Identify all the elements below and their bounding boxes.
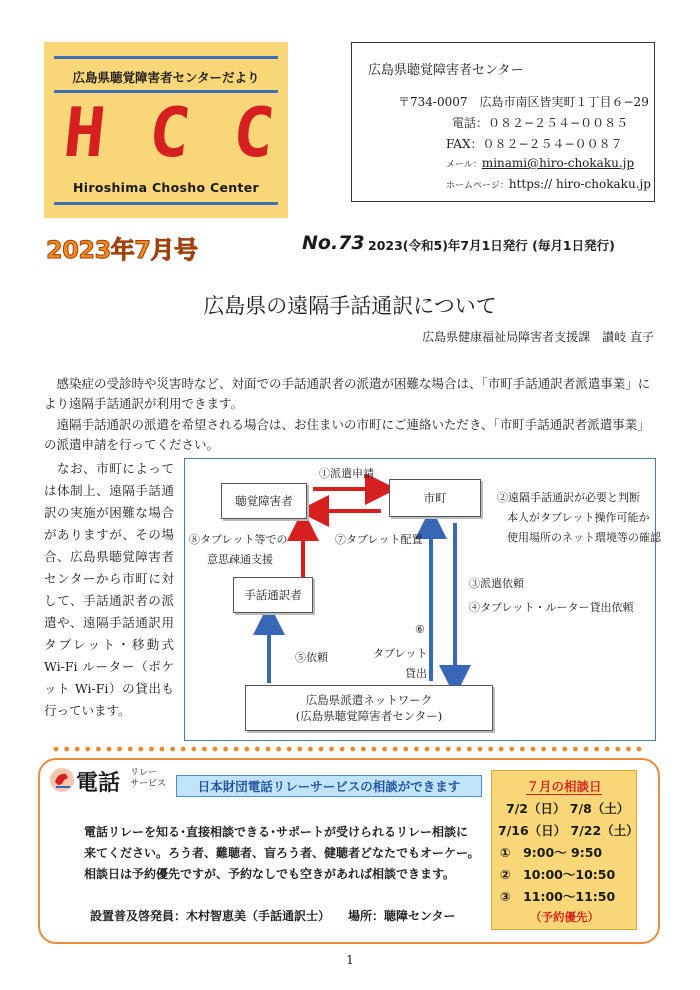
separator-dot — [244, 747, 249, 752]
flow-diagram — [184, 458, 661, 741]
separator-dot — [403, 747, 408, 752]
relay-logo-sub-1: リレー — [130, 768, 158, 778]
separator-dot — [170, 747, 175, 752]
separator-dot — [605, 747, 610, 752]
separator-dot — [478, 747, 483, 752]
separator-dot — [626, 747, 631, 752]
phone-hand-icon — [48, 766, 76, 794]
separator-dot — [361, 747, 366, 752]
separator-dot — [308, 747, 313, 752]
label-step2c: 使用場所のネット環境等の確認 — [507, 531, 661, 544]
separator-dot — [350, 747, 355, 752]
separator-dot — [594, 747, 599, 752]
separator-dot — [128, 747, 133, 752]
separator-dot — [117, 747, 122, 752]
relay-logo-sub-2: サービス — [130, 779, 167, 789]
separator-dot — [637, 747, 642, 752]
separator-dot — [234, 747, 239, 752]
separator-dot — [393, 747, 398, 752]
separator-dot — [75, 747, 80, 752]
separator-dot — [552, 747, 557, 752]
dotted-separator — [52, 744, 648, 754]
contact-box — [351, 42, 655, 202]
issue-date: 2023年7月号 — [46, 236, 198, 264]
consult-dates-1: 7/2（日） 7/8（土） — [506, 801, 630, 816]
article-paragraph-2: 遠隔手話通訳の派遣を希望される場合は、お住まいの市町にご連絡いただき、「市町手話通訳者派遣事業」の派遣申請を行ってください。 — [44, 417, 650, 452]
separator-dot — [382, 747, 387, 752]
masthead-tagline: Hiroshima Chosho Center — [73, 180, 259, 195]
newsletter-subtitle: 広島県聴覚障害者センターだより — [72, 70, 260, 85]
separator-dot — [372, 747, 377, 752]
article-paragraph-1: 感染症の受診時や災害時など、対面での手話通訳者の派遣が困難な場合は、「市町手話通訳者派遣事業」により遠隔手話通訳が利用できます。 — [44, 376, 651, 411]
label-step1: ①派遣申請 — [319, 467, 374, 480]
label-step6-tablet: タブレット — [373, 647, 428, 660]
consult-heading-text: ７月の相談日 — [526, 779, 602, 794]
issue-info: 2023(令和5)年7月1日発行 (毎月1日発行) — [368, 238, 615, 253]
separator-dot — [287, 747, 292, 752]
page-number: 1 — [346, 953, 354, 967]
label-step8b: 意思疎通支援 — [207, 553, 273, 566]
separator-dot — [467, 747, 472, 752]
separator-dot — [584, 747, 589, 752]
relay-logo-sub — [130, 768, 166, 790]
label-step6-num: ⑥ — [415, 623, 425, 636]
masthead-mid-rule — [54, 90, 278, 93]
separator-dot — [213, 747, 218, 752]
separator-dot — [435, 747, 440, 752]
network-name: 広島県派遣ネットワーク — [305, 693, 433, 707]
relay-staff: 設置普及啓発員：木村智恵美（手話通訳士） 場所：聴障センター — [90, 909, 456, 923]
relay-logo-main: 電話 — [76, 771, 121, 796]
label-step5: ⑤依頼 — [295, 651, 328, 664]
contact-tel: 電話：０８２−２５４−００８５ — [452, 116, 629, 130]
separator-dot — [509, 747, 514, 752]
hcc-logo — [59, 94, 279, 173]
label-step8a: ⑧タブレット等での — [189, 533, 288, 546]
logo-letter-c2: C — [228, 94, 279, 173]
separator-dot — [149, 747, 154, 752]
contact-mail-link[interactable]: minami@hiro-chokaku.jp — [481, 156, 635, 170]
masthead-top-rule — [54, 56, 278, 59]
separator-dot — [562, 747, 567, 752]
separator-dot — [266, 747, 271, 752]
separator-dot — [202, 747, 207, 752]
separator-dot — [255, 747, 260, 752]
separator-dot — [191, 747, 196, 752]
contact-mail-row — [446, 156, 634, 170]
separator-dot — [85, 747, 90, 752]
masthead-bottom-rule — [54, 202, 278, 205]
web-label: ホームページ： — [446, 181, 509, 191]
separator-dot — [54, 747, 59, 752]
node-deaf-person: 聴覚障害者 — [221, 483, 307, 519]
consult-slot-1: ① 9:00〜 9:50 — [500, 845, 603, 860]
contact-org: 広島県聴覚障害者センター — [368, 63, 524, 78]
node-network — [245, 685, 493, 731]
relay-banner: 日本財団電話リレーサービスの相談ができます — [176, 775, 482, 797]
separator-dot — [541, 747, 546, 752]
label-step2b: 本人がタブレット操作可能か — [507, 511, 650, 524]
relay-description — [84, 822, 484, 885]
article-title: 広島県の遠隔手話通訳について — [203, 294, 497, 318]
separator-dot — [446, 747, 451, 752]
logo-letter-h: H — [59, 94, 110, 173]
separator-dot — [456, 747, 461, 752]
separator-dot — [160, 747, 165, 752]
label-step6-loan: 貸出 — [405, 667, 427, 680]
separator-dot — [488, 747, 493, 752]
separator-dot — [276, 747, 281, 752]
consult-dates-2: 7/16（日） 7/22（土） — [498, 823, 639, 838]
contact-web-row — [446, 177, 651, 191]
contact-web-link[interactable]: https:// hiro-chokaku.jp — [508, 177, 651, 191]
separator-dot — [297, 747, 302, 752]
network-center: (広島県聴覚障害者センター) — [295, 709, 443, 723]
label-step4: ④タブレット・ルーター貸出依頼 — [469, 601, 634, 614]
separator-dot — [425, 747, 430, 752]
masthead — [44, 42, 288, 218]
mail-label: メール： — [446, 160, 482, 170]
relay-line-2: 来てください。ろう者、難聴者、盲ろう者、健聴者どなたでもオーケー。 — [84, 846, 480, 860]
label-step3: ③派遣依頼 — [469, 577, 524, 590]
relay-line-1: 電話リレーを知る･直接相談できる･サポートが受けられるリレー相談に — [84, 825, 469, 839]
label-step2a: ②遠隔手話通訳が必要と判断 — [497, 491, 640, 504]
separator-dot — [340, 747, 345, 752]
consult-slot-2: ② 10:00〜10:50 — [500, 867, 616, 882]
label-step7: ⑦タブレット配置 — [335, 533, 423, 546]
separator-dot — [319, 747, 324, 752]
article-author: 広島県健康福祉局障害者支援課 讃岐 直子 — [422, 330, 654, 344]
node-city: 市町 — [389, 479, 481, 517]
article-paragraph-3: なお、市町によっては体制上、遠隔手話通訳の実施が困難な場合がありますが、その場合、広島県聴覚障害者センターから市町に対して、手話通訳者の派遣や、遠隔手話通訳用タブレット・移動式Wi-Fi ルーター（ポケット Wi-Fi）の貸出も行っています。 — [44, 461, 174, 718]
separator-dot — [499, 747, 504, 752]
issue-number: No.73 — [302, 232, 365, 254]
consult-note: （予約優先） — [530, 910, 599, 924]
consult-heading — [492, 777, 636, 795]
consultation-schedule — [491, 770, 637, 930]
separator-dot — [107, 747, 112, 752]
relay-logo — [48, 766, 172, 796]
separator-dot — [615, 747, 620, 752]
relay-line-3: 相談日は予約優先ですが、予約なしでも空きがあれば相談できます。 — [84, 867, 456, 881]
logo-letter-c1: C — [144, 94, 194, 173]
contact-address: 〒734-0007 広島市南区皆実町１丁目６−29 — [398, 95, 649, 109]
separator-dot — [520, 747, 525, 752]
consult-slot-3: ③ 11:00〜11:50 — [500, 889, 616, 904]
separator-dot — [531, 747, 536, 752]
separator-dot — [223, 747, 228, 752]
separator-dot — [181, 747, 186, 752]
contact-fax: FAX：０８２−２５４−００８７ — [446, 137, 623, 151]
separator-dot — [573, 747, 578, 752]
separator-dot — [414, 747, 419, 752]
node-interpreter: 手話通訳者 — [233, 577, 313, 613]
separator-dot — [96, 747, 101, 752]
separator-dot — [329, 747, 334, 752]
separator-dot — [138, 747, 143, 752]
separator-dot — [64, 747, 69, 752]
